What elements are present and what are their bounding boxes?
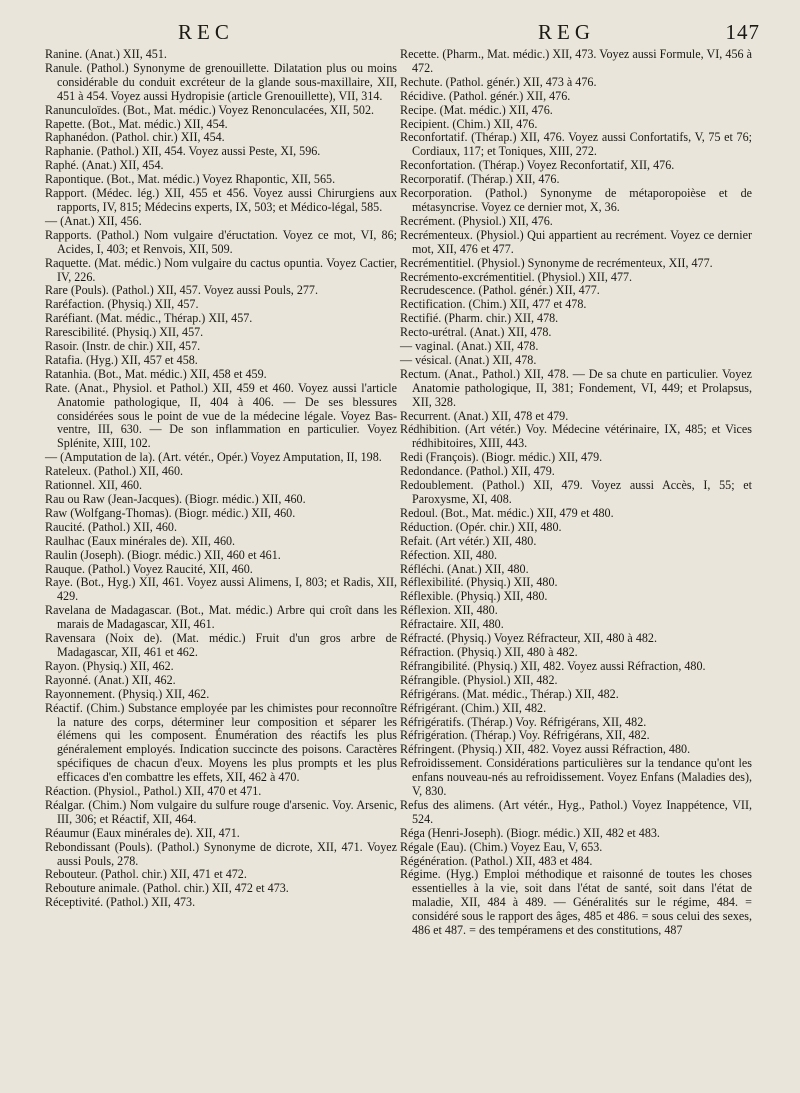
index-entry: Recrémento-excrémentitiel. (Physiol.) XII, 477.	[400, 269, 633, 284]
index-entry: — vésical. (Anat.) XII, 478.	[400, 352, 537, 367]
index-entry: Réceptivité. (Pathol.) XII, 473.	[45, 895, 196, 910]
index-entry: Réfléchi. (Anat.) XII, 480.	[400, 561, 529, 576]
index-entry: Raulin (Joseph). (Biogr. médic.) XII, 460 et 461.	[45, 547, 281, 562]
index-entry: Régénération. (Pathol.) XII, 483 et 484.	[400, 853, 593, 868]
index-entry: Raphanédon. (Pathol. chir.) XII, 454.	[45, 130, 225, 145]
index-entry: — (Anat.) XII, 456.	[45, 213, 142, 228]
index-entry: Ranine. (Anat.) XII, 451.	[45, 47, 167, 61]
index-entry: Rationnel. XII, 460.	[45, 478, 143, 493]
index-entry: Réfrigérant. (Chim.) XII, 482.	[400, 700, 547, 715]
index-entry: Réflexible. (Physiq.) XII, 480.	[400, 589, 548, 604]
index-entry: Recrément. (Physiol.) XII, 476.	[400, 213, 553, 228]
index-entry: Raucité. (Pathol.) XII, 460.	[45, 519, 177, 534]
index-entry: Redoul. (Bot., Mat. médic.) XII, 479 et 480.	[400, 505, 614, 520]
index-entry: Réflexion. XII, 480.	[400, 603, 498, 618]
index-entry: Recto-urétral. (Anat.) XII, 478.	[400, 325, 552, 340]
index-entry: Régime. (Hyg.) Emploi méthodique et raisonné de toutes les choses essentielles à la vie, soit dans l'état de santé, soit dans l'état de maladie, XII, 484 à 489. — Généralités sur le régime, 484. = considéré sous le rapport des âges, 485 et 486. = sous celui des sexes, 486 et 487. = des tempéramens et des constitutions, 487	[400, 867, 752, 938]
index-entry: Raw (Wolfgang-Thomas). (Biogr. médic.) XII, 460.	[45, 505, 296, 520]
index-entry: Réfrangible. (Physiol.) XII, 482.	[400, 672, 558, 687]
index-entry: Ratanhia. (Bot., Mat. médic.) XII, 458 et 459.	[45, 366, 267, 381]
index-entry: Réfractaire. XII, 480.	[400, 617, 504, 632]
index-entry: Réduction. (Opér. chir.) XII, 480.	[400, 519, 562, 534]
index-entry: Ravensara (Noix de). (Mat. médic.) Fruit d'un gros arbre de Madagascar, XII, 461 et 462.	[45, 631, 397, 659]
index-entry: Raulhac (Eaux minérales de). XII, 460.	[45, 533, 236, 548]
index-entry: Réfrigération. (Thérap.) Voy. Réfrigérans, XII, 482.	[400, 728, 650, 743]
index-entry: Rebondissant (Pouls). (Pathol.) Synonyme de dicrote, XII, 471. Voyez aussi Pouls, 278.	[45, 839, 397, 868]
index-entry: Rayonnement. (Physiq.) XII, 462.	[45, 686, 210, 701]
index-entry: Recrémenteux. (Physiol.) Qui appartient au recrément. Voyez ce dernier mot, XII, 476 et 477.	[400, 227, 752, 256]
index-entry: Rasoir. (Instr. de chir.) XII, 457.	[45, 339, 201, 354]
index-entry: Refus des alimens. (Art vétér., Hyg., Pathol.) Voyez Inappétence, VII, 524.	[400, 797, 752, 826]
index-entry: Réactif. (Chim.) Substance employée par les chimistes pour reconnoître la nature des corps, déterminer leur composition et séparer les élémens qui les composent. Énumération des réactifs les plus généralement employés. Indication succincte des poisons. Caractères spécifiques de chacun d'eux. Moyens les plus prompts et les plus efficaces d'en combattre les effets, XII, 462 à 470.	[45, 700, 397, 785]
index-entry: Réflexibilité. (Physiq.) XII, 480.	[400, 575, 558, 590]
index-entry: Rechute. (Pathol. génér.) XII, 473 à 476.	[400, 74, 597, 89]
index-entry: Réga (Henri-Joseph). (Biogr. médic.) XII, 482 et 483.	[400, 825, 660, 840]
index-entry: Rapport. (Médec. lég.) XII, 455 et 456. Voyez aussi Chirurgiens aux rapports, IV, 815; Médecins experts, IX, 503; et Médico-légal, 585.	[45, 186, 397, 214]
page-number: 147	[725, 20, 760, 44]
index-entry: Reconfortation. (Thérap.) Voyez Reconfortatif, XII, 476.	[400, 158, 675, 173]
index-entry: Recorporatif. (Thérap.) XII, 476.	[400, 172, 560, 187]
index-entry: Réfrigératifs. (Thérap.) Voy. Réfrigérans, XII, 482.	[400, 714, 647, 729]
index-entry: Réfrangibilité. (Physiq.) XII, 482. Voyez aussi Réfraction, 480.	[400, 658, 706, 673]
index-entry: Rarescibilité. (Physiq.) XII, 457.	[45, 325, 204, 340]
index-entry: Ravelana de Madagascar. (Bot., Mat. médic.) Arbre qui croît dans les marais de Madagascar, XII, 461.	[45, 603, 397, 632]
index-entry: Rectification. (Chim.) XII, 477 et 478.	[400, 297, 587, 312]
index-entry: Redoublement. (Pathol.) XII, 479. Voyez aussi Accès, I, 55; et Paroxysme, XI, 408.	[400, 478, 752, 506]
index-entry: Recorporation. (Pathol.) Synonyme de métaporopoièse et de métasyncrise. Voyez ce dernier mot, X, 36.	[400, 186, 752, 214]
index-entry: Réalgar. (Chim.) Nom vulgaire du sulfure rouge d'arsenic. Voy. Arsenic, III, 306; et Réactif, XII, 464.	[45, 797, 397, 826]
index-entry: Rayon. (Physiq.) XII, 462.	[45, 658, 174, 673]
index-entry: Redi (François). (Biogr. médic.) XII, 479.	[400, 450, 603, 465]
index-entry: — vaginal. (Anat.) XII, 478.	[400, 339, 539, 354]
header-left: REC	[178, 20, 234, 44]
index-entry: Réfrigérans. (Mat. médic., Thérap.) XII, 482.	[400, 686, 619, 701]
left-column	[45, 48, 397, 910]
header-right: REG	[538, 20, 595, 44]
index-entry: Raquette. (Mat. médic.) Nom vulgaire du cactus opuntia. Voyez Cactier, IV, 226.	[45, 255, 397, 284]
index-entry: Recipe. (Mat. médic.) XII, 476.	[400, 102, 553, 117]
index-entry: Raréfaction. (Physiq.) XII, 457.	[45, 297, 199, 312]
index-entry: Refroidissement. Considérations particulières sur la tendance qu'ont les enfans nouveau-nés au refroidissement. Voyez Enfans (Maladies des), V, 830.	[400, 756, 752, 799]
index-entry: Réfracté. (Physiq.) Voyez Réfracteur, XII, 480 à 482.	[400, 631, 657, 646]
index-entry: Réaction. (Physiol., Pathol.) XII, 470 et 471.	[45, 784, 262, 799]
index-entry: — (Amputation de la). (Art. vétér., Opér.) Voyez Amputation, II, 198.	[45, 450, 382, 465]
index-entry: Recurrent. (Anat.) XII, 478 et 479.	[400, 408, 569, 423]
index-entry: Rau ou Raw (Jean-Jacques). (Biogr. médic.) XII, 460.	[45, 492, 306, 506]
index-entry: Rectum. (Anat., Pathol.) XII, 478. — De sa chute en particulier. Voyez Anatomie pathologique, II, 381; Fondement, VI, 449; et Prolapsus, XII, 328.	[400, 366, 752, 409]
index-entry: Rauque. (Pathol.) Voyez Raucité, XII, 460.	[45, 561, 253, 576]
index-entry: Rate. (Anat., Physiol. et Pathol.) XII, 459 et 460. Voyez aussi l'article Anatomie pathologique, II, 404 à 406. — De ses blessures considérées sous le point de vue de la médecine légale. Voyez Bas-ventre, III, 630. — De son inflammation en particulier. Voyez Splénite, XIII, 102.	[45, 380, 397, 451]
index-entry: Ratafia. (Hyg.) XII, 457 et 458.	[45, 352, 198, 367]
index-entry: Reconfortatif. (Thérap.) XII, 476. Voyez aussi Confortatifs, V, 75 et 76; Cordiaux, 117; et Toniques, XIII, 272.	[400, 130, 752, 159]
index-entry: Rapette. (Bot., Mat. médic.) XII, 454.	[45, 116, 228, 131]
index-entry: Raye. (Bot., Hyg.) XII, 461. Voyez aussi Alimens, I, 803; et Radis, XII, 429.	[45, 575, 397, 604]
index-entry: Recrémentitiel. (Physiol.) Synonyme de recrémenteux, XII, 477.	[400, 255, 713, 270]
index-entry: Rare (Pouls). (Pathol.) XII, 457. Voyez aussi Pouls, 277.	[45, 283, 318, 298]
index-entry: Rebouteur. (Pathol. chir.) XII, 471 et 472.	[45, 867, 247, 882]
index-entry: Recrudescence. (Pathol. génér.) XII, 477.	[400, 283, 600, 298]
index-entry: Réfection. XII, 480.	[400, 547, 498, 562]
index-entry: Réfraction. (Physiq.) XII, 480 à 482.	[400, 644, 578, 659]
index-entry: Recette. (Pharm., Mat. médic.) XII, 473. Voyez aussi Formule, VI, 456 à 472.	[400, 47, 752, 75]
index-entry: Ranunculoïdes. (Bot., Mat. médic.) Voyez Renonculacées, XII, 502.	[45, 102, 375, 117]
index-entry: Refait. (Art vétér.) XII, 480.	[400, 533, 537, 548]
right-column	[400, 48, 752, 938]
index-entry: Ranule. (Pathol.) Synonyme de grenouillette. Dilatation plus ou moins considérable du conduit excréteur de la glande sous-maxillaire, XII, 451 à 454. Voyez aussi Hydropisie (article Grenouillette), VII, 314.	[45, 60, 397, 103]
index-entry: Rebouture animale. (Pathol. chir.) XII, 472 et 473.	[45, 881, 289, 896]
index-entry: Raphé. (Anat.) XII, 454.	[45, 158, 164, 173]
index-entry: Rapontique. (Bot., Mat. médic.) Voyez Rhapontic, XII, 565.	[45, 172, 336, 187]
index-entry: Rédhibition. (Art vétér.) Voy. Médecine vétérinaire, IX, 485; et Vices rédhibitoires, XIII, 443.	[400, 422, 752, 451]
index-entry: Rateleux. (Pathol.) XII, 460.	[45, 464, 184, 479]
index-entry: Rapports. (Pathol.) Nom vulgaire d'éructation. Voyez ce mot, VI, 86; Acides, I, 403; et Renvois, XII, 509.	[45, 227, 397, 256]
running-header	[40, 20, 760, 44]
index-entry: Rayonné. (Anat.) XII, 462.	[45, 672, 176, 687]
index-entry: Raphanie. (Pathol.) XII, 454. Voyez aussi Peste, XI, 596.	[45, 144, 321, 159]
index-entry: Régale (Eau). (Chim.) Voyez Eau, V, 653.	[400, 839, 603, 854]
index-entry: Redondance. (Pathol.) XII, 479.	[400, 464, 555, 479]
index-entry: Raréfiant. (Mat. médic., Thérap.) XII, 457.	[45, 311, 253, 326]
index-entry: Récidive. (Pathol. génér.) XII, 476.	[400, 88, 571, 103]
index-entry: Réaumur (Eaux minérales de). XII, 471.	[45, 825, 240, 840]
index-entry: Réfringent. (Physiq.) XII, 482. Voyez aussi Réfraction, 480.	[400, 742, 691, 757]
index-entry: Rectifié. (Pharm. chir.) XII, 478.	[400, 311, 559, 326]
index-entry: Recipient. (Chim.) XII, 476.	[400, 116, 538, 131]
